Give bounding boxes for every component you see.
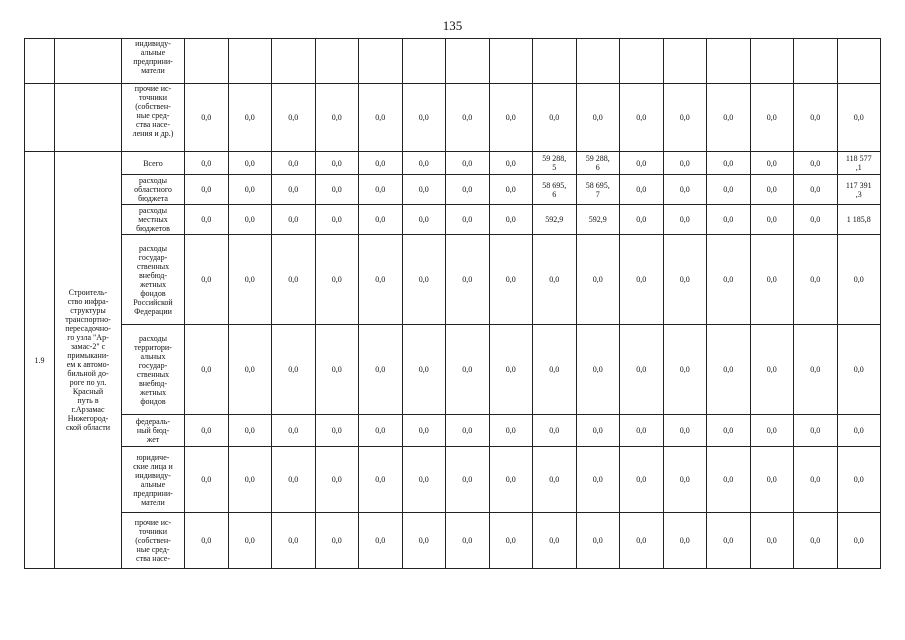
value-cell: 0,0 <box>272 152 316 175</box>
table-row <box>25 415 881 447</box>
value-cell: 0,0 <box>489 84 533 152</box>
value-cell: 0,0 <box>620 447 664 513</box>
value-cell: 0,0 <box>489 447 533 513</box>
value-cell: 0,0 <box>315 152 359 175</box>
value-cell: 0,0 <box>315 175 359 205</box>
budget-table-body <box>25 39 881 569</box>
value-cell: 0,0 <box>359 152 403 175</box>
row-number-cell <box>25 84 55 152</box>
value-cell: 0,0 <box>533 415 577 447</box>
value-cell: 0,0 <box>794 175 838 205</box>
table-row <box>25 39 881 84</box>
value-cell: 0,0 <box>446 513 490 569</box>
value-cell: 0,0 <box>272 415 316 447</box>
value-cell: 0,0 <box>446 325 490 415</box>
value-cell: 0,0 <box>837 513 881 569</box>
value-cell: 0,0 <box>707 84 751 152</box>
value-cell: 0,0 <box>185 513 229 569</box>
value-cell <box>576 39 620 84</box>
value-cell: 0,0 <box>750 84 794 152</box>
value-cell: 0,0 <box>533 447 577 513</box>
value-cell: 0,0 <box>707 447 751 513</box>
value-cell: 0,0 <box>228 513 272 569</box>
value-cell: 0,0 <box>489 205 533 235</box>
table-row <box>25 205 881 235</box>
value-cell: 0,0 <box>359 235 403 325</box>
value-cell: 592,9 <box>533 205 577 235</box>
value-cell: 0,0 <box>707 325 751 415</box>
value-cell: 0,0 <box>533 325 577 415</box>
page-number: 135 <box>442 18 463 33</box>
table-row <box>25 235 881 325</box>
value-cell: 0,0 <box>576 325 620 415</box>
value-cell: 0,0 <box>272 325 316 415</box>
value-cell: 0,0 <box>446 152 490 175</box>
value-cell: 0,0 <box>794 205 838 235</box>
value-cell: 0,0 <box>272 513 316 569</box>
value-cell: 0,0 <box>750 152 794 175</box>
value-cell: 0,0 <box>489 513 533 569</box>
value-cell: 59 288, 5 <box>533 152 577 175</box>
funding-source-label: юридиче- ские лица и индивиду- альные предприни- матели <box>122 447 185 513</box>
value-cell: 0,0 <box>620 84 664 152</box>
value-cell: 0,0 <box>402 152 446 175</box>
value-cell: 0,0 <box>272 235 316 325</box>
funding-source-label: расходы государ- ственных внебюд- жетных фондов Российской Федерации <box>122 235 185 325</box>
value-cell: 0,0 <box>446 205 490 235</box>
value-cell: 0,0 <box>228 84 272 152</box>
value-cell <box>272 39 316 84</box>
value-cell: 0,0 <box>663 325 707 415</box>
value-cell: 0,0 <box>489 175 533 205</box>
value-cell: 0,0 <box>837 447 881 513</box>
value-cell <box>185 39 229 84</box>
value-cell: 0,0 <box>750 205 794 235</box>
value-cell: 0,0 <box>315 235 359 325</box>
funding-source-label: Всего <box>122 152 185 175</box>
value-cell: 0,0 <box>402 205 446 235</box>
value-cell: 0,0 <box>446 415 490 447</box>
value-cell <box>533 39 577 84</box>
value-cell: 0,0 <box>837 415 881 447</box>
value-cell: 0,0 <box>489 325 533 415</box>
value-cell: 0,0 <box>794 513 838 569</box>
value-cell: 0,0 <box>402 325 446 415</box>
value-cell: 0,0 <box>359 175 403 205</box>
value-cell: 0,0 <box>707 205 751 235</box>
value-cell: 0,0 <box>228 325 272 415</box>
value-cell: 0,0 <box>402 84 446 152</box>
value-cell: 0,0 <box>663 84 707 152</box>
value-cell: 0,0 <box>620 152 664 175</box>
value-cell: 0,0 <box>315 415 359 447</box>
value-cell: 0,0 <box>185 175 229 205</box>
value-cell: 59 288, 6 <box>576 152 620 175</box>
table-row <box>25 152 881 175</box>
value-cell: 0,0 <box>663 513 707 569</box>
value-cell: 0,0 <box>489 235 533 325</box>
value-cell: 0,0 <box>272 84 316 152</box>
value-cell <box>794 39 838 84</box>
row-number-cell: 1.9 <box>25 152 55 569</box>
value-cell <box>750 39 794 84</box>
value-cell: 0,0 <box>272 205 316 235</box>
value-cell: 0,0 <box>663 152 707 175</box>
value-cell: 0,0 <box>402 513 446 569</box>
value-cell: 0,0 <box>576 415 620 447</box>
value-cell: 0,0 <box>663 415 707 447</box>
value-cell: 0,0 <box>707 235 751 325</box>
funding-source-label: расходы областного бюджета <box>122 175 185 205</box>
value-cell: 0,0 <box>794 325 838 415</box>
table-row <box>25 84 881 152</box>
value-cell <box>402 39 446 84</box>
value-cell: 0,0 <box>837 84 881 152</box>
budget-table <box>24 38 881 569</box>
value-cell: 0,0 <box>794 152 838 175</box>
activity-name-cell <box>55 84 122 152</box>
value-cell: 117 391 ,3 <box>837 175 881 205</box>
value-cell: 0,0 <box>402 415 446 447</box>
value-cell: 58 695, 7 <box>576 175 620 205</box>
value-cell: 0,0 <box>228 235 272 325</box>
value-cell: 0,0 <box>446 447 490 513</box>
value-cell: 0,0 <box>359 447 403 513</box>
value-cell: 0,0 <box>489 415 533 447</box>
value-cell: 0,0 <box>620 415 664 447</box>
value-cell: 0,0 <box>750 235 794 325</box>
value-cell: 0,0 <box>272 447 316 513</box>
value-cell: 0,0 <box>576 84 620 152</box>
table-row <box>25 513 881 569</box>
funding-source-label: федераль- ный бюд- жет <box>122 415 185 447</box>
value-cell: 0,0 <box>620 205 664 235</box>
value-cell: 0,0 <box>315 84 359 152</box>
value-cell: 0,0 <box>750 513 794 569</box>
value-cell: 0,0 <box>663 175 707 205</box>
value-cell: 0,0 <box>489 152 533 175</box>
value-cell: 0,0 <box>576 447 620 513</box>
value-cell: 0,0 <box>446 84 490 152</box>
value-cell: 0,0 <box>576 513 620 569</box>
value-cell: 0,0 <box>707 513 751 569</box>
value-cell: 0,0 <box>185 447 229 513</box>
value-cell: 0,0 <box>794 447 838 513</box>
value-cell: 0,0 <box>533 235 577 325</box>
value-cell: 0,0 <box>315 447 359 513</box>
value-cell: 118 577 ,1 <box>837 152 881 175</box>
value-cell: 0,0 <box>620 325 664 415</box>
value-cell: 0,0 <box>663 205 707 235</box>
value-cell: 0,0 <box>228 152 272 175</box>
value-cell: 0,0 <box>228 447 272 513</box>
funding-source-label: расходы местных бюджетов <box>122 205 185 235</box>
funding-source-label: прочие ис- точники (собствен- ные сред- ства насе- <box>122 513 185 569</box>
value-cell: 0,0 <box>228 205 272 235</box>
value-cell: 0,0 <box>185 325 229 415</box>
value-cell: 0,0 <box>794 415 838 447</box>
value-cell: 0,0 <box>620 513 664 569</box>
funding-source-label: расходы территори- альных государ- ственных внебюд- жетных фондов <box>122 325 185 415</box>
value-cell: 0,0 <box>620 175 664 205</box>
value-cell: 0,0 <box>359 205 403 235</box>
value-cell: 0,0 <box>359 513 403 569</box>
value-cell: 1 185,8 <box>837 205 881 235</box>
value-cell: 0,0 <box>315 205 359 235</box>
value-cell: 0,0 <box>185 415 229 447</box>
value-cell: 0,0 <box>402 447 446 513</box>
value-cell: 0,0 <box>620 235 664 325</box>
value-cell: 0,0 <box>663 447 707 513</box>
table-row <box>25 447 881 513</box>
value-cell <box>315 39 359 84</box>
value-cell <box>663 39 707 84</box>
value-cell: 0,0 <box>185 235 229 325</box>
value-cell: 0,0 <box>185 205 229 235</box>
value-cell: 0,0 <box>315 513 359 569</box>
value-cell: 0,0 <box>794 235 838 325</box>
value-cell: 0,0 <box>272 175 316 205</box>
activity-name-cell: Строитель- ство инфра- структуры транспортно- пересадочно- го узла "Ар- замас-2" с примыкани- ем к автомо- бильной до- роге по ул. Красный путь в г.Арзамас Нижегород- ской области <box>55 152 122 569</box>
value-cell: 0,0 <box>402 175 446 205</box>
value-cell: 0,0 <box>750 325 794 415</box>
value-cell: 0,0 <box>228 175 272 205</box>
funding-source-label: прочие ис- точники (собствен- ные сред- ства насе- ления и др.) <box>122 84 185 152</box>
value-cell: 0,0 <box>707 175 751 205</box>
value-cell: 58 695, 6 <box>533 175 577 205</box>
value-cell: 0,0 <box>402 235 446 325</box>
value-cell: 0,0 <box>750 447 794 513</box>
value-cell: 0,0 <box>837 325 881 415</box>
value-cell: 0,0 <box>446 235 490 325</box>
row-number-cell <box>25 39 55 84</box>
value-cell: 0,0 <box>707 415 751 447</box>
value-cell <box>489 39 533 84</box>
value-cell: 0,0 <box>185 84 229 152</box>
value-cell: 0,0 <box>750 415 794 447</box>
value-cell: 0,0 <box>359 84 403 152</box>
funding-source-label: индивиду- альные предприни- матели <box>122 39 185 84</box>
value-cell: 0,0 <box>228 415 272 447</box>
value-cell: 0,0 <box>663 235 707 325</box>
value-cell: 0,0 <box>185 152 229 175</box>
value-cell <box>359 39 403 84</box>
value-cell: 0,0 <box>707 152 751 175</box>
activity-name-cell <box>55 39 122 84</box>
value-cell <box>837 39 881 84</box>
value-cell: 0,0 <box>837 235 881 325</box>
value-cell <box>228 39 272 84</box>
value-cell: 0,0 <box>794 84 838 152</box>
value-cell <box>707 39 751 84</box>
value-cell <box>620 39 664 84</box>
value-cell: 0,0 <box>359 325 403 415</box>
value-cell: 0,0 <box>750 175 794 205</box>
value-cell: 0,0 <box>359 415 403 447</box>
value-cell: 0,0 <box>315 325 359 415</box>
value-cell <box>446 39 490 84</box>
table-row <box>25 175 881 205</box>
value-cell: 0,0 <box>576 235 620 325</box>
value-cell: 0,0 <box>533 84 577 152</box>
value-cell: 0,0 <box>446 175 490 205</box>
value-cell: 592,9 <box>576 205 620 235</box>
table-row <box>25 325 881 415</box>
value-cell: 0,0 <box>533 513 577 569</box>
